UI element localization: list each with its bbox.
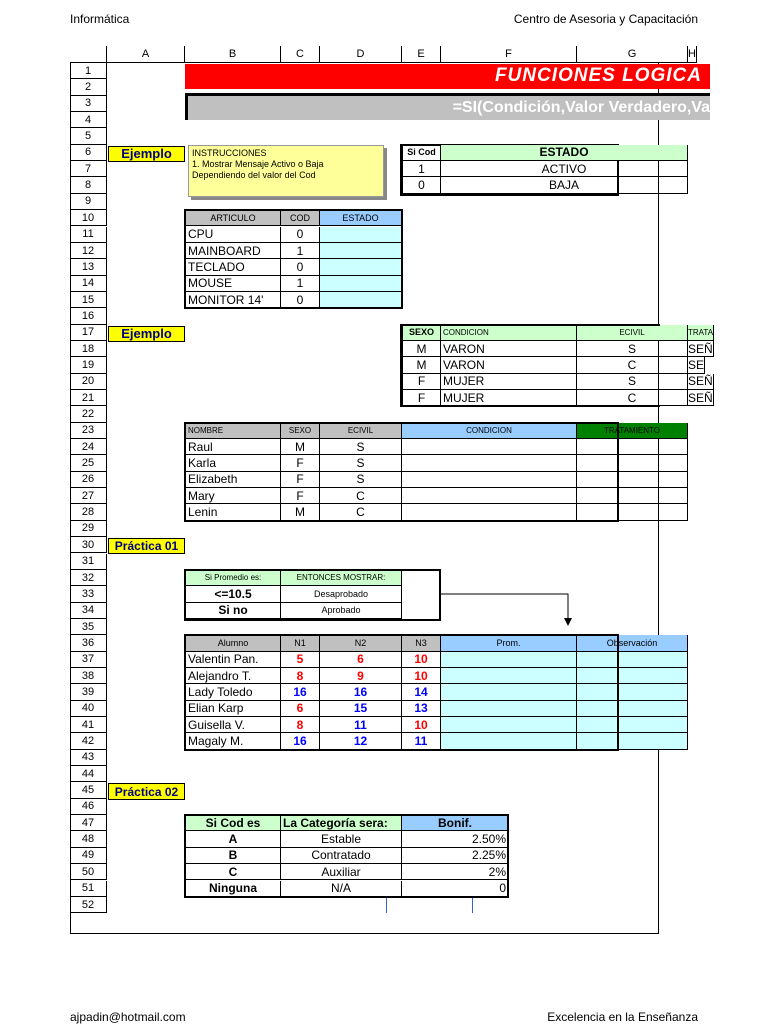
grade-cell[interactable]: 6 (281, 701, 320, 717)
grade-cell[interactable]: 11 (320, 717, 402, 733)
nombre-cell[interactable]: Mary (185, 488, 281, 504)
lookup-header-ecivil: ECIVIL (577, 325, 688, 341)
sexo-cell[interactable]: M (281, 504, 320, 520)
row-header[interactable]: 21 (70, 390, 107, 406)
lookup-cod[interactable]: 0 (402, 177, 441, 193)
column-header-h[interactable]: H (688, 46, 697, 63)
lookup-tratamiento[interactable]: SEÑ (688, 374, 713, 389)
row-header[interactable]: 11 (70, 227, 107, 243)
header-observacion: Observación (577, 635, 688, 651)
row-header[interactable]: 44 (70, 766, 107, 782)
tratamiento-input-cell[interactable] (577, 439, 688, 455)
grade-cell[interactable]: 14 (402, 684, 441, 700)
header-si-cod: Si Cod es (185, 815, 281, 831)
alumno-cell[interactable]: Elian Karp (185, 701, 281, 717)
header-sexo: SEXO (281, 423, 320, 439)
header-bonif: Bonif. (402, 815, 509, 831)
grade-cell[interactable]: 16 (320, 684, 402, 700)
header-prom: Prom. (441, 635, 577, 651)
articulo-cell[interactable]: TECLADO (185, 259, 281, 275)
row-header[interactable]: 8 (70, 177, 107, 193)
column-header-b[interactable]: B (185, 46, 281, 63)
si-cod-cell[interactable]: A (185, 831, 281, 847)
articulo-cell[interactable]: MONITOR 14' (185, 292, 281, 308)
condicion-input-cell[interactable] (402, 439, 577, 455)
instructions-text: Dependiendo del valor del Cod (192, 169, 316, 180)
row-header[interactable]: 52 (70, 897, 107, 913)
lookup-sexo[interactable]: M (402, 357, 441, 373)
instructions-text: INSTRUCCIONES (192, 147, 267, 158)
row-header[interactable]: 51 (70, 881, 107, 897)
formula-banner: =SI(Condición,Valor Verdadero,Va (185, 93, 710, 121)
condicion-input-cell[interactable] (402, 472, 577, 488)
column-header-c[interactable]: C (281, 46, 320, 63)
ejemplo-1-label: Ejemplo (108, 146, 185, 162)
lookup-condicion[interactable]: MUJER (441, 390, 577, 406)
row-header[interactable]: 43 (70, 750, 107, 766)
grade-cell[interactable]: 11 (402, 733, 441, 749)
rule-result[interactable]: Desaprobado (281, 586, 402, 602)
ecivil-cell[interactable]: C (320, 504, 402, 520)
ecivil-cell[interactable]: S (320, 472, 402, 488)
lookup-header-condicion: CONDICION (441, 325, 577, 341)
estado-input-cell[interactable] (320, 292, 402, 308)
row-header[interactable]: 22 (70, 406, 107, 422)
row-header[interactable]: 30 (70, 537, 107, 553)
alumno-cell[interactable]: Lady Toledo (185, 684, 281, 700)
lookup-ecivil[interactable]: C (577, 357, 688, 373)
lookup-sexo[interactable]: F (402, 374, 441, 390)
cod-cell[interactable]: 0 (281, 227, 320, 243)
row-header[interactable]: 49 (70, 848, 107, 864)
page-header-right: Centro de Asesoria y Capacitación (513, 12, 698, 26)
ecivil-cell[interactable]: S (320, 439, 402, 455)
row-header[interactable]: 2 (70, 79, 107, 95)
grade-cell[interactable]: 6 (320, 652, 402, 668)
row-header[interactable]: 39 (70, 684, 107, 700)
rule-header-mostrar: ENTONCES MOSTRAR: (281, 570, 402, 586)
grade-cell[interactable]: 8 (281, 668, 320, 684)
instructions-note (188, 145, 384, 197)
ecivil-cell[interactable]: S (320, 455, 402, 471)
lookup-condicion[interactable]: MUJER (441, 374, 577, 390)
row-header[interactable]: 9 (70, 194, 107, 210)
lookup-ecivil[interactable]: S (577, 341, 688, 357)
row-header[interactable]: 50 (70, 864, 107, 880)
title-banner: FUNCIONES LOGICA (185, 64, 710, 89)
lookup-header-sexo: SEXO (402, 325, 441, 341)
grade-cell[interactable]: 10 (402, 668, 441, 684)
grade-cell[interactable]: 8 (281, 717, 320, 733)
row-header[interactable]: 31 (70, 554, 107, 570)
nombre-cell[interactable]: Lenin (185, 504, 281, 520)
grade-cell[interactable]: 10 (402, 652, 441, 668)
tratamiento-input-cell[interactable] (577, 455, 688, 471)
nombre-cell[interactable]: Raul (185, 439, 281, 455)
header-n3: N3 (402, 635, 441, 651)
rule-condition[interactable]: Si no (185, 603, 281, 619)
row-header[interactable]: 26 (70, 472, 107, 488)
si-cod-cell[interactable]: C (185, 864, 281, 880)
row-header[interactable]: 33 (70, 586, 107, 602)
grade-cell[interactable]: 13 (402, 701, 441, 717)
header-categoria: La Categoría sera: (281, 815, 402, 831)
prom-input-cell[interactable] (441, 733, 577, 749)
row-header[interactable]: 24 (70, 439, 107, 455)
row-header[interactable]: 16 (70, 308, 107, 324)
grade-cell[interactable]: 15 (320, 701, 402, 717)
rule-condition[interactable]: <=10.5 (185, 586, 281, 602)
lookup-cod[interactable]: 1 (402, 161, 441, 177)
lookup-tratamiento[interactable]: SE (688, 357, 705, 372)
rule-header-promedio: Si Promedio es: (185, 570, 281, 586)
prom-input-cell[interactable] (441, 668, 577, 684)
row-header[interactable]: 12 (70, 243, 107, 259)
row52-mark (386, 897, 387, 913)
row-header[interactable]: 38 (70, 668, 107, 684)
row-header[interactable]: 47 (70, 815, 107, 831)
lookup-estado[interactable]: ACTIVO (441, 161, 688, 177)
ejemplo-2-label: Ejemplo (108, 326, 185, 342)
cod-cell[interactable]: 0 (281, 259, 320, 275)
row-header[interactable]: 27 (70, 488, 107, 504)
row-header[interactable]: 19 (70, 357, 107, 373)
arrow-connector (441, 586, 581, 626)
prom-input-cell[interactable] (441, 701, 577, 717)
row-header[interactable]: 5 (70, 128, 107, 144)
prom-input-cell[interactable] (441, 717, 577, 733)
observacion-input-cell[interactable] (577, 652, 688, 668)
sexo-cell[interactable]: F (281, 488, 320, 504)
row-header[interactable]: 34 (70, 603, 107, 619)
ecivil-cell[interactable]: C (320, 488, 402, 504)
row-header[interactable]: 15 (70, 292, 107, 308)
cod-cell[interactable]: 0 (281, 292, 320, 308)
categoria-cell[interactable]: Auxiliar (281, 864, 402, 880)
lookup-condicion[interactable]: VARON (441, 341, 577, 357)
si-cod-cell[interactable]: B (185, 848, 281, 864)
row-header[interactable]: 48 (70, 831, 107, 847)
alumno-cell[interactable]: Valentin Pan. (185, 652, 281, 668)
grade-cell[interactable]: 9 (320, 668, 402, 684)
bonif-cell[interactable]: 2.50% (402, 831, 509, 847)
row-header[interactable]: 36 (70, 635, 107, 651)
alumno-cell[interactable]: Guisella V. (185, 717, 281, 733)
header-alumno: Alumno (185, 635, 281, 651)
row52-mark (472, 897, 473, 913)
row-header[interactable]: 42 (70, 733, 107, 749)
instructions-text: 1. Mostrar Mensaje Activo o Baja (192, 158, 324, 169)
row-header[interactable]: 13 (70, 259, 107, 275)
alumno-cell[interactable]: Magaly M. (185, 733, 281, 749)
row-header[interactable]: 40 (70, 701, 107, 717)
page-footer-right: Excelencia en la Enseñanza (547, 1010, 698, 1024)
header-n1: N1 (281, 635, 320, 651)
row-header[interactable]: 20 (70, 374, 107, 390)
lookup-ecivil[interactable]: S (577, 374, 688, 390)
header-cod: COD (281, 210, 320, 226)
row-header[interactable]: 41 (70, 717, 107, 733)
rule-result[interactable]: Aprobado (281, 603, 402, 619)
grade-cell[interactable]: 5 (281, 652, 320, 668)
tratamiento-input-cell[interactable] (577, 488, 688, 504)
row-header[interactable]: 14 (70, 276, 107, 292)
categoria-cell[interactable]: Contratado (281, 848, 402, 864)
grade-cell[interactable]: 12 (320, 733, 402, 749)
grade-cell[interactable]: 16 (281, 684, 320, 700)
header-ecivil: ECIVIL (320, 423, 402, 439)
row-header[interactable]: 4 (70, 112, 107, 128)
row-header[interactable]: 37 (70, 652, 107, 668)
condicion-input-cell[interactable] (402, 488, 577, 504)
sexo-cell[interactable]: M (281, 439, 320, 455)
estado-input-cell[interactable] (320, 227, 402, 243)
cod-cell[interactable]: 1 (281, 243, 320, 259)
lookup-header-estado: ESTADO (441, 145, 688, 161)
row-header[interactable]: 28 (70, 504, 107, 520)
estado-input-cell[interactable] (320, 259, 402, 275)
lookup-estado[interactable]: BAJA (441, 177, 688, 193)
row-header[interactable]: 35 (70, 619, 107, 635)
lookup-header-tratamiento: TRATA (688, 325, 714, 341)
nombre-cell[interactable]: Karla (185, 455, 281, 471)
row-header[interactable]: 25 (70, 455, 107, 471)
row-header[interactable]: 1 (70, 63, 107, 79)
lookup-ecivil[interactable]: C (577, 390, 688, 406)
page-footer-left: ajpadin@hotmail.com (70, 1010, 186, 1024)
condicion-input-cell[interactable] (402, 455, 577, 471)
practica-02-label: Práctica 02 (108, 783, 185, 799)
column-header-e[interactable]: E (402, 46, 441, 63)
sexo-cell[interactable]: F (281, 455, 320, 471)
header-tratamiento: TRATAMIENTO (577, 423, 688, 439)
categoria-cell[interactable]: Estable (281, 831, 402, 847)
bonif-cell[interactable]: 2% (402, 864, 509, 880)
row-header[interactable]: 17 (70, 325, 107, 341)
row-header[interactable]: 3 (70, 96, 107, 112)
row-header[interactable]: 45 (70, 782, 107, 798)
header-articulo: ARTICULO (185, 210, 281, 226)
row-header[interactable]: 23 (70, 423, 107, 439)
observacion-input-cell[interactable] (577, 701, 688, 717)
si-cod-cell[interactable]: Ninguna (185, 881, 281, 897)
lookup-tratamiento[interactable]: SEÑ (688, 390, 713, 405)
observacion-input-cell[interactable] (577, 684, 688, 700)
observacion-input-cell[interactable] (577, 717, 688, 733)
row-header[interactable]: 18 (70, 341, 107, 357)
row-header[interactable]: 32 (70, 570, 107, 586)
estado-input-cell[interactable] (320, 276, 402, 292)
lookup-tratamiento[interactable]: SEÑ (688, 341, 713, 356)
articulo-cell[interactable]: MAINBOARD (185, 243, 281, 259)
row-header[interactable]: 10 (70, 210, 107, 226)
lookup-condicion[interactable]: VARON (441, 357, 577, 373)
column-header-d[interactable]: D (320, 46, 402, 63)
articulo-cell[interactable]: MOUSE (185, 276, 281, 292)
bonif-cell[interactable]: 2.25% (402, 848, 509, 864)
observacion-input-cell[interactable] (577, 668, 688, 684)
observacion-input-cell[interactable] (577, 733, 688, 749)
practica-01-label: Práctica 01 (108, 538, 185, 554)
row-header[interactable]: 29 (70, 521, 107, 537)
tratamiento-input-cell[interactable] (577, 472, 688, 488)
tratamiento-input-cell[interactable] (577, 504, 688, 520)
cod-cell[interactable]: 1 (281, 276, 320, 292)
prom-input-cell[interactable] (441, 652, 577, 668)
bonif-cell[interactable]: 0 (402, 881, 509, 897)
condicion-input-cell[interactable] (402, 504, 577, 520)
prom-input-cell[interactable] (441, 684, 577, 700)
page-header-left: Informática (70, 12, 130, 26)
grade-cell[interactable]: 16 (281, 733, 320, 749)
alumno-cell[interactable]: Alejandro T. (185, 668, 281, 684)
row-header[interactable]: 6 (70, 145, 107, 161)
column-header-f[interactable]: F (441, 46, 577, 63)
header-estado: ESTADO (320, 210, 402, 226)
corner-cell[interactable] (70, 46, 107, 63)
nombre-cell[interactable]: Elizabeth (185, 472, 281, 488)
lookup-header-cod: Si Cod (402, 145, 441, 161)
articulo-cell[interactable]: CPU (185, 227, 281, 243)
column-header-a[interactable]: A (107, 46, 185, 63)
spreadsheet (70, 46, 714, 934)
column-header-g[interactable]: G (577, 46, 688, 63)
grade-cell[interactable]: 10 (402, 717, 441, 733)
estado-input-cell[interactable] (320, 243, 402, 259)
lookup-sexo[interactable]: M (402, 341, 441, 357)
header-condicion: CONDICION (402, 423, 577, 439)
header-n2: N2 (320, 635, 402, 651)
categoria-cell[interactable]: N/A (281, 881, 402, 897)
header-nombre: NOMBRE (185, 423, 281, 439)
row-header[interactable]: 7 (70, 161, 107, 177)
sexo-cell[interactable]: F (281, 472, 320, 488)
lookup-sexo[interactable]: F (402, 390, 441, 406)
row-header[interactable]: 46 (70, 799, 107, 815)
